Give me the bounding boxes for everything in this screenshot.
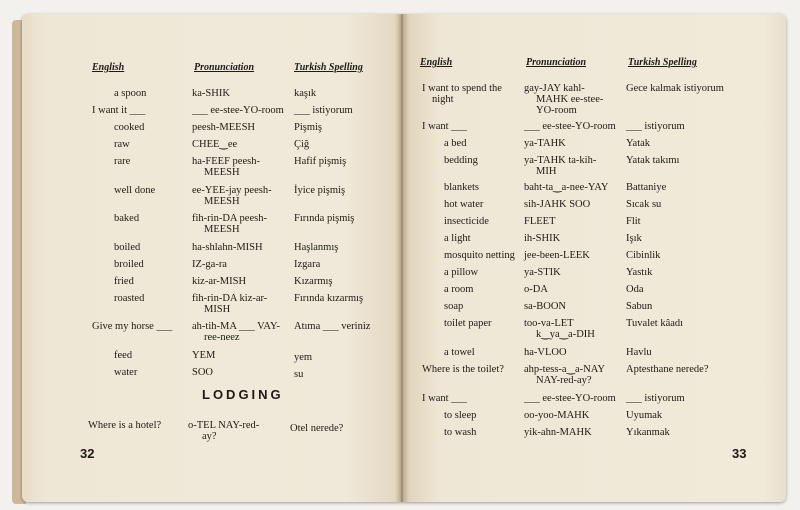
row-tr: Havlu — [626, 347, 652, 358]
book-spine — [395, 14, 409, 502]
row-pr: IZ-ga-ra — [192, 259, 227, 270]
header-pronunciation: Pronunciation — [526, 57, 587, 68]
row-pr: ih-SHIK — [524, 233, 561, 244]
row-pr: kiz-ar-MISH — [192, 276, 247, 287]
row-tr: ___ istiyorum — [626, 393, 685, 404]
row-en: water — [114, 367, 138, 378]
row-pr: ___ ee-stee-YO-room — [192, 105, 284, 116]
header-pronunciation: Pronunciation — [194, 62, 255, 73]
row-tr: su — [294, 369, 304, 380]
row-tr: Gece kalmak istiyorum — [626, 83, 724, 94]
row-pr-cont: k‿ya‿a-DIH — [536, 329, 595, 340]
row-en: a towel — [444, 347, 475, 358]
header-english: English — [92, 62, 125, 73]
row-en: to sleep — [444, 410, 477, 421]
row-tr: Çiğ — [294, 139, 310, 150]
header-turkish: Turkish Spelling — [294, 62, 363, 73]
row-pr: ___ ee-stee-YO-room — [524, 121, 616, 132]
row-pr: gay-JAY kahl- — [524, 83, 585, 94]
row-en: a light — [444, 233, 471, 244]
row-en: toilet paper — [444, 318, 492, 329]
row-pr: peesh-MEESH — [192, 122, 255, 133]
row-tr: ___ istiyorum — [294, 105, 353, 116]
row-en: baked — [114, 213, 140, 224]
row-tr: yem — [294, 352, 313, 363]
row-pr: CHEE‿ee — [192, 139, 238, 150]
row-pr-cont: MISH — [204, 304, 231, 315]
row-tr: Cibinlik — [626, 250, 661, 261]
header-turkish: Turkish Spelling — [628, 57, 697, 68]
row-tr: Yıkanmak — [626, 427, 670, 438]
row-pr: ahp-tess-a‿a-NAY — [524, 364, 605, 375]
row-en: I want ___ — [422, 393, 467, 404]
row-pr: ya-STIK — [524, 267, 561, 278]
row-en: insecticide — [444, 216, 489, 227]
row-tr: Işık — [626, 233, 642, 244]
row-tr: kaşık — [294, 88, 317, 99]
row-en: Give my horse ___ — [92, 321, 173, 332]
row-pr-cont: ree-neez — [204, 332, 240, 343]
row-en: bedding — [444, 155, 478, 166]
row-en: a room — [444, 284, 474, 295]
row-pr: jee-been-LEEK — [524, 250, 590, 261]
row-tr: Pişmiş — [294, 122, 323, 133]
right-page — [402, 14, 786, 502]
row-en: broiled — [114, 259, 144, 270]
row-tr: Yastık — [626, 267, 653, 278]
row-pr: oo-yoo-MAHK — [524, 410, 590, 421]
row-tr: Oda — [626, 284, 644, 295]
row-pr-cont: MEESH — [204, 167, 240, 178]
row-en: feed — [114, 350, 133, 361]
row-en: I want ___ — [422, 121, 467, 132]
row-en: well done — [114, 185, 156, 196]
row-tr: ___ istiyorum — [626, 121, 685, 132]
row-tr: Sıcak su — [626, 199, 662, 210]
row-tr: Aptesthane nerede? — [626, 364, 709, 375]
row-tr: Haşlanmış — [294, 242, 339, 253]
row-en: to wash — [444, 427, 477, 438]
row-pr: ka-SHIK — [192, 88, 230, 99]
row-pr: ha-VLOO — [524, 347, 567, 358]
row-en: roasted — [114, 293, 145, 304]
row-en: hot water — [444, 199, 484, 210]
row-pr: ha-shlahn-MISH — [192, 242, 263, 253]
row-pr: baht-ta‿a-nee-YAY — [524, 182, 609, 193]
row-pr: fih-rin-DA kiz-ar- — [192, 293, 268, 304]
row-pr-cont: MIH — [536, 166, 557, 177]
row-en: mosquito netting — [444, 250, 515, 261]
row-pr: SOO — [192, 367, 214, 378]
header-english: English — [420, 57, 453, 68]
row-pr: ee-YEE-jay peesh- — [192, 185, 272, 196]
row-en: Where is a hotel? — [88, 420, 162, 431]
row-tr: Tuvalet kâadı — [626, 318, 684, 329]
row-pr: ya-TAHK ta-kih- — [524, 155, 597, 166]
row-pr: ___ ee-stee-YO-room — [524, 393, 616, 404]
row-en: soap — [444, 301, 464, 312]
row-tr: Sabun — [626, 301, 653, 312]
row-pr: sih-JAHK SOO — [524, 199, 591, 210]
row-pr: ha-FEEF peesh- — [192, 156, 260, 167]
row-en: raw — [114, 139, 130, 150]
row-tr: Fırında kızarmış — [294, 293, 364, 304]
row-en: a spoon — [114, 88, 147, 99]
open-booklet — [12, 14, 790, 502]
row-en-cont: night — [432, 94, 454, 105]
row-en: a pillow — [444, 267, 479, 278]
row-en: a bed — [444, 138, 467, 149]
row-pr: ah-tih-MA ___ VAY- — [192, 321, 280, 332]
row-pr: YEM — [192, 350, 216, 361]
row-pr-cont: ay? — [202, 431, 217, 442]
section-title-lodging: LODGING — [202, 387, 284, 402]
row-tr: Atıma ___ veriniz — [294, 321, 371, 332]
row-tr: Flit — [626, 216, 641, 227]
row-pr: o-TEL NAY-red- — [188, 420, 260, 431]
left-page — [22, 14, 402, 502]
row-en: blankets — [444, 182, 479, 193]
row-tr: Uyumak — [626, 410, 663, 421]
row-tr: Hafif pişmiş — [294, 156, 347, 167]
row-pr: fih-rin-DA peesh- — [192, 213, 267, 224]
row-pr: sa-BOON — [524, 301, 566, 312]
row-tr: Yatak takımı — [626, 155, 680, 166]
row-en: Where is the toilet? — [422, 364, 504, 375]
row-tr: Izgara — [294, 259, 321, 270]
row-tr: İyice pişmiş — [294, 185, 346, 196]
row-pr: ya-TAHK — [524, 138, 566, 149]
page-number-left: 32 — [80, 446, 95, 461]
row-pr-cont: YO-room — [536, 105, 577, 116]
row-pr: o-DA — [524, 284, 548, 295]
row-tr: Otel nerede? — [290, 423, 344, 434]
row-pr-cont: NAY-red-ay? — [536, 375, 592, 386]
row-pr: FLEET — [524, 216, 556, 227]
row-pr-cont: MEESH — [204, 224, 240, 235]
row-en: rare — [114, 156, 131, 167]
row-pr: too-va-LET — [524, 318, 574, 329]
row-en: cooked — [114, 122, 145, 133]
row-tr: Yatak — [626, 138, 651, 149]
row-en: I want to spend the — [422, 83, 502, 94]
row-tr: Fırında pişmiş — [294, 213, 355, 224]
page-number-right: 33 — [732, 446, 747, 461]
row-pr-cont: MEESH — [204, 196, 240, 207]
row-pr-cont: MAHK ee-stee- — [536, 94, 604, 105]
row-pr: yik-ahn-MAHK — [524, 427, 592, 438]
row-tr: Kızarmış — [294, 276, 333, 287]
row-en: fried — [114, 276, 134, 287]
row-en: I want it ___ — [92, 105, 146, 116]
row-en: boiled — [114, 242, 141, 253]
row-tr: Battaniye — [626, 182, 667, 193]
